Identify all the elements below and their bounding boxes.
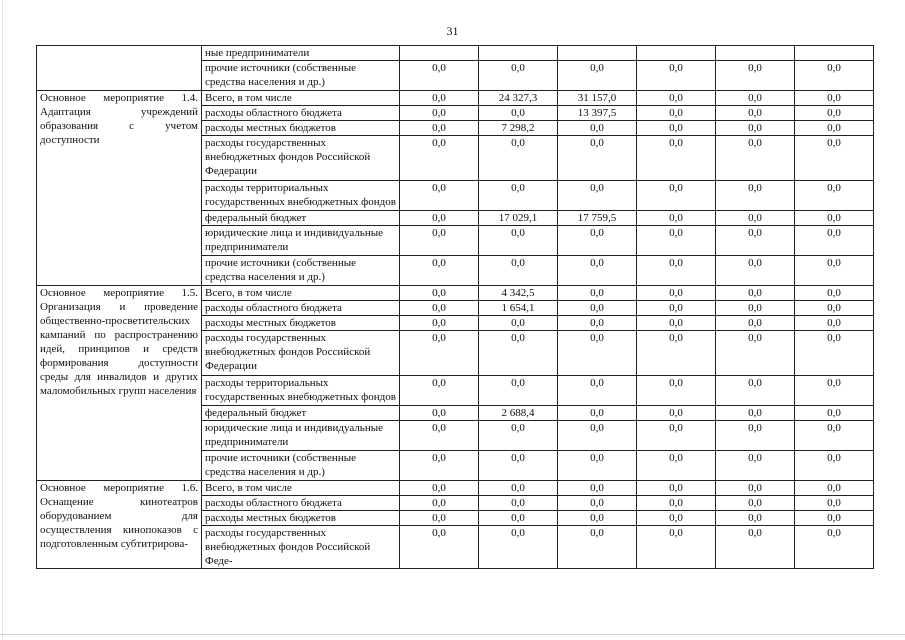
amount-cell: 0,0: [637, 331, 716, 376]
amount-cell: 0,0: [400, 226, 479, 256]
amount-cell: 0,0: [795, 91, 874, 106]
amount-cell: 0,0: [795, 316, 874, 331]
amount-cell: 0,0: [637, 256, 716, 286]
funding-source: расходы местных бюджетов: [202, 316, 400, 331]
amount-cell: 0,0: [558, 301, 637, 316]
amount-cell: 0,0: [400, 511, 479, 526]
amount-cell: 0,0: [716, 421, 795, 451]
amount-cell: 0,0: [479, 511, 558, 526]
amount-cell: 0,0: [637, 481, 716, 496]
amount-cell: 0,0: [479, 421, 558, 451]
amount-cell: 0,0: [637, 316, 716, 331]
amount-cell: 0,0: [400, 526, 479, 569]
amount-cell: 0,0: [558, 331, 637, 376]
amount-cell: 0,0: [795, 526, 874, 569]
amount-cell: 0,0: [795, 481, 874, 496]
amount-cell: 0,0: [795, 136, 874, 181]
amount-cell: 0,0: [716, 406, 795, 421]
amount-cell: 0,0: [716, 136, 795, 181]
amount-cell: 0,0: [400, 286, 479, 301]
amount-cell: 0,0: [400, 331, 479, 376]
amount-cell: 0,0: [400, 376, 479, 406]
funding-source: юридические лица и индивидуальные предприниматели: [202, 226, 400, 256]
amount-cell: 0,0: [716, 316, 795, 331]
amount-cell: 0,0: [716, 91, 795, 106]
amount-cell: 0,0: [400, 136, 479, 181]
amount-cell: 0,0: [795, 331, 874, 376]
amount-cell: 0,0: [400, 181, 479, 211]
amount-cell: 0,0: [716, 181, 795, 211]
amount-cell: 0,0: [479, 316, 558, 331]
amount-cell: 0,0: [479, 181, 558, 211]
funding-source: федеральный бюджет: [202, 406, 400, 421]
amount-cell: 0,0: [637, 511, 716, 526]
table-row: [37, 286, 874, 301]
amount-cell: 0,0: [558, 526, 637, 569]
funding-source: федеральный бюджет: [202, 211, 400, 226]
amount-cell: 0,0: [558, 406, 637, 421]
amount-cell: 0,0: [400, 496, 479, 511]
amount-cell: 0,0: [479, 481, 558, 496]
amount-cell: 0,0: [400, 316, 479, 331]
amount-cell: 0,0: [795, 226, 874, 256]
amount-cell: 0,0: [637, 226, 716, 256]
amount-cell: 0,0: [479, 496, 558, 511]
amount-cell: 0,0: [558, 226, 637, 256]
amount-cell: 0,0: [716, 286, 795, 301]
amount-cell: 0,0: [479, 331, 558, 376]
amount-cell: 0,0: [400, 211, 479, 226]
amount-cell: 7 298,2: [479, 121, 558, 136]
amount-cell: 17 029,1: [479, 211, 558, 226]
amount-cell: 0,0: [795, 211, 874, 226]
funding-source: Всего, в том числе: [202, 286, 400, 301]
amount-cell: 2 688,4: [479, 406, 558, 421]
amount-cell: 0,0: [637, 451, 716, 481]
funding-source: прочие источники (собственные средства населения и др.): [202, 451, 400, 481]
amount-cell: 0,0: [479, 451, 558, 481]
funding-source: Всего, в том числе: [202, 91, 400, 106]
amount-cell: 0,0: [637, 526, 716, 569]
amount-cell: 0,0: [558, 61, 637, 91]
amount-cell: 0,0: [637, 106, 716, 121]
amount-cell: 0,0: [637, 496, 716, 511]
amount-cell: 0,0: [479, 106, 558, 121]
amount-cell: 0,0: [795, 406, 874, 421]
amount-cell: 0,0: [400, 121, 479, 136]
table-row: [37, 481, 874, 496]
amount-cell: 0,0: [716, 481, 795, 496]
amount-cell: 0,0: [400, 451, 479, 481]
funding-source: юридические лица и индивидуальные предприниматели: [202, 421, 400, 451]
amount-cell: 0,0: [716, 511, 795, 526]
amount-cell: 0,0: [558, 316, 637, 331]
amount-cell: 0,0: [716, 331, 795, 376]
amount-cell: 0,0: [637, 136, 716, 181]
amount-cell: 0,0: [637, 181, 716, 211]
amount-cell: 0,0: [716, 496, 795, 511]
page-number: 31: [446, 24, 459, 38]
amount-cell: 0,0: [400, 91, 479, 106]
amount-cell: 0,0: [400, 106, 479, 121]
event-title: Основное мероприятие 1.4. Адаптация учреждений образования с учетом доступности: [37, 91, 202, 286]
funding-source: расходы территориальных государственных внебюджетных фондов: [202, 376, 400, 406]
funding-source: ные предприниматели: [202, 46, 400, 61]
amount-cell: 0,0: [716, 451, 795, 481]
amount-cell: 0,0: [795, 256, 874, 286]
amount-cell: 0,0: [716, 106, 795, 121]
amount-cell: 0,0: [716, 256, 795, 286]
amount-cell: [637, 46, 716, 61]
funding-source: прочие источники (собственные средства населения и др.): [202, 61, 400, 91]
amount-cell: 24 327,3: [479, 91, 558, 106]
funding-source: расходы местных бюджетов: [202, 511, 400, 526]
amount-cell: 0,0: [637, 301, 716, 316]
funding-source: прочие источники (собственные средства населения и др.): [202, 256, 400, 286]
amount-cell: 0,0: [795, 451, 874, 481]
amount-cell: 0,0: [795, 511, 874, 526]
footer-rule: [0, 634, 905, 635]
scan-edge: [2, 0, 3, 640]
amount-cell: 0,0: [479, 376, 558, 406]
amount-cell: 0,0: [795, 376, 874, 406]
amount-cell: 0,0: [716, 376, 795, 406]
event-cell: [37, 46, 202, 91]
amount-cell: 0,0: [637, 91, 716, 106]
funding-source: расходы государственных внебюджетных фондов Российской Феде-: [202, 526, 400, 569]
amount-cell: 0,0: [479, 61, 558, 91]
event-title: Основное мероприятие 1.5. Организация и проведение общественно-просветительских кампаний по распространению идей, принципов и средств формирования доступности среды для инвалидов и других маломобильных групп населения: [37, 286, 202, 481]
amount-cell: 0,0: [558, 481, 637, 496]
amount-cell: 0,0: [637, 211, 716, 226]
amount-cell: [716, 46, 795, 61]
amount-cell: 0,0: [637, 121, 716, 136]
amount-cell: 0,0: [716, 61, 795, 91]
amount-cell: 0,0: [716, 526, 795, 569]
amount-cell: 0,0: [795, 421, 874, 451]
amount-cell: 0,0: [795, 496, 874, 511]
amount-cell: 13 397,5: [558, 106, 637, 121]
amount-cell: 0,0: [400, 61, 479, 91]
amount-cell: 0,0: [795, 301, 874, 316]
amount-cell: 0,0: [637, 376, 716, 406]
amount-cell: 0,0: [400, 481, 479, 496]
amount-cell: 0,0: [558, 421, 637, 451]
amount-cell: 0,0: [637, 61, 716, 91]
event-title: Основное мероприятие 1.6. Оснащение кинотеатров оборудованием для осуществления кинопоказов с подготовленным субтитрирова-: [37, 481, 202, 569]
amount-cell: 0,0: [400, 421, 479, 451]
amount-cell: 0,0: [795, 121, 874, 136]
amount-cell: 4 342,5: [479, 286, 558, 301]
amount-cell: [558, 46, 637, 61]
amount-cell: 0,0: [716, 121, 795, 136]
amount-cell: 0,0: [558, 256, 637, 286]
funding-source: расходы государственных внебюджетных фондов Российской Федерации: [202, 136, 400, 181]
amount-cell: 0,0: [479, 136, 558, 181]
funding-source: расходы областного бюджета: [202, 301, 400, 316]
amount-cell: 0,0: [479, 526, 558, 569]
amount-cell: 0,0: [558, 136, 637, 181]
budget-table: [36, 45, 874, 569]
funding-source: расходы местных бюджетов: [202, 121, 400, 136]
amount-cell: 0,0: [400, 256, 479, 286]
funding-source: расходы территориальных государственных внебюджетных фондов: [202, 181, 400, 211]
amount-cell: 0,0: [558, 451, 637, 481]
amount-cell: 0,0: [716, 211, 795, 226]
amount-cell: 31 157,0: [558, 91, 637, 106]
table-row: [37, 46, 874, 61]
amount-cell: 0,0: [558, 511, 637, 526]
amount-cell: 0,0: [558, 496, 637, 511]
amount-cell: [479, 46, 558, 61]
table-row: [37, 91, 874, 106]
amount-cell: 0,0: [400, 406, 479, 421]
amount-cell: 0,0: [558, 121, 637, 136]
funding-source: расходы областного бюджета: [202, 496, 400, 511]
amount-cell: 0,0: [716, 301, 795, 316]
amount-cell: 0,0: [479, 256, 558, 286]
amount-cell: 17 759,5: [558, 211, 637, 226]
funding-source: Всего, в том числе: [202, 481, 400, 496]
amount-cell: [400, 46, 479, 61]
amount-cell: 1 654,1: [479, 301, 558, 316]
amount-cell: 0,0: [795, 106, 874, 121]
amount-cell: 0,0: [795, 61, 874, 91]
amount-cell: 0,0: [716, 226, 795, 256]
amount-cell: 0,0: [795, 286, 874, 301]
amount-cell: 0,0: [558, 376, 637, 406]
amount-cell: 0,0: [637, 286, 716, 301]
amount-cell: 0,0: [558, 286, 637, 301]
amount-cell: 0,0: [637, 406, 716, 421]
amount-cell: 0,0: [637, 421, 716, 451]
amount-cell: 0,0: [479, 226, 558, 256]
amount-cell: [795, 46, 874, 61]
amount-cell: 0,0: [795, 181, 874, 211]
amount-cell: 0,0: [558, 181, 637, 211]
funding-source: расходы государственных внебюджетных фондов Российской Федерации: [202, 331, 400, 376]
funding-source: расходы областного бюджета: [202, 106, 400, 121]
amount-cell: 0,0: [400, 301, 479, 316]
